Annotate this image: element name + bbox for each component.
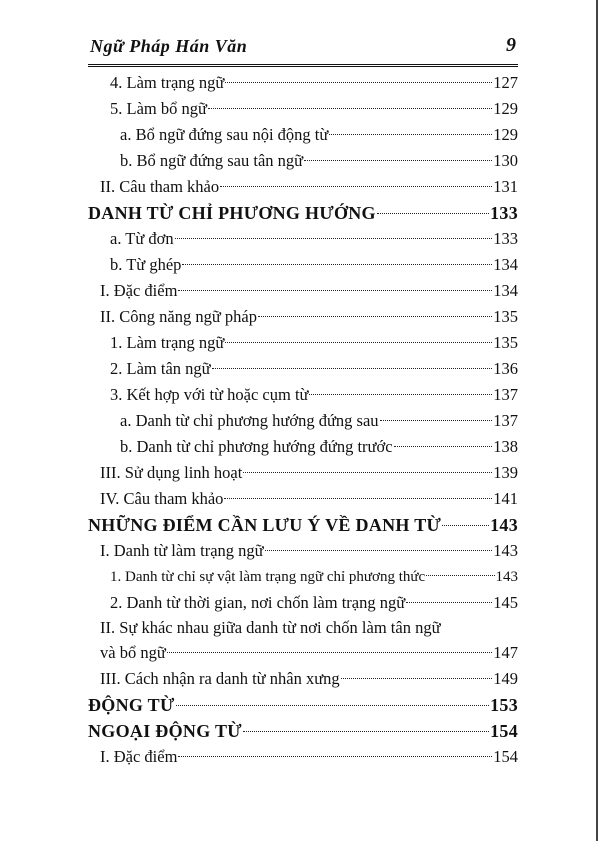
dot-leader	[406, 601, 492, 603]
toc-entry-text: NGOẠI ĐỘNG TỪ	[88, 721, 242, 741]
dot-leader	[167, 651, 492, 653]
book-title: Ngữ Pháp Hán Văn	[90, 36, 248, 56]
toc-entry	[88, 640, 518, 666]
toc-entry-page: 139	[493, 463, 518, 482]
dot-leader	[394, 445, 493, 447]
toc-entry	[88, 226, 518, 252]
toc-entry-text: 4. Làm trạng ngữ	[110, 73, 225, 92]
page-number: 9	[506, 34, 516, 56]
dot-leader	[341, 677, 493, 679]
toc-entry-page: 129	[493, 125, 518, 144]
toc-entry	[88, 538, 518, 564]
toc-entry	[88, 330, 518, 356]
toc-entry-text: 2. Danh từ thời gian, nơi chốn làm trạng ngữ	[110, 593, 406, 612]
toc-entry-page: 129	[493, 99, 518, 118]
toc-entry	[88, 408, 518, 434]
toc-entry-page: 143	[490, 515, 518, 535]
dot-leader	[377, 212, 489, 214]
toc-entry-text: a. Danh từ chỉ phương hướng đứng sau	[120, 411, 379, 430]
toc-entry	[88, 590, 518, 616]
toc-entry-page: 133	[490, 203, 518, 223]
toc-entry-text: NHỮNG ĐIỂM CẦN LƯU Ý VỀ DANH TỪ	[88, 515, 442, 535]
toc-entry-page: 131	[493, 177, 518, 196]
dot-leader	[258, 315, 492, 317]
toc-entry	[88, 460, 518, 486]
dot-leader	[442, 524, 489, 526]
dot-leader	[182, 263, 492, 265]
toc-entry-text: 3. Kết hợp với từ hoặc cụm từ	[110, 385, 309, 404]
toc-entry	[88, 434, 518, 460]
table-of-contents	[88, 70, 518, 770]
dot-leader	[208, 107, 492, 109]
toc-entry-page: 141	[493, 489, 518, 508]
dot-leader	[224, 497, 492, 499]
toc-entry	[88, 744, 518, 770]
dot-leader	[225, 341, 492, 343]
toc-entry	[88, 252, 518, 278]
toc-entry-text: a. Từ đơn	[110, 229, 174, 248]
dot-leader	[329, 133, 492, 135]
toc-entry	[88, 356, 518, 382]
running-header	[88, 30, 518, 67]
dot-leader	[265, 549, 493, 551]
toc-entry-page: 127	[493, 73, 518, 92]
toc-entry-text: a. Bổ ngữ đứng sau nội động từ	[120, 125, 329, 144]
dot-leader	[175, 237, 493, 239]
toc-entry	[88, 304, 518, 330]
toc-entry-text: 5. Làm bổ ngữ	[110, 99, 207, 118]
toc-entry	[88, 692, 518, 718]
dot-leader	[212, 367, 493, 369]
toc-entry	[88, 666, 518, 692]
toc-entry-page: 130	[493, 151, 518, 170]
toc-entry-page: 154	[490, 721, 518, 741]
toc-entry	[88, 718, 518, 744]
dot-leader	[426, 574, 494, 576]
toc-entry-page: 149	[493, 669, 518, 688]
toc-entry	[88, 70, 518, 96]
toc-entry-text: III. Cách nhận ra danh từ nhân xưng	[100, 669, 340, 688]
toc-entry-text: DANH TỪ CHỈ PHƯƠNG HƯỚNG	[88, 203, 376, 223]
toc-entry-text: II. Câu tham khảo	[100, 177, 220, 196]
dot-leader	[243, 730, 489, 732]
toc-entry-page: 138	[493, 437, 518, 456]
toc-entry-page: 154	[493, 747, 518, 766]
toc-entry	[88, 278, 518, 304]
toc-entry-text: II. Công năng ngữ pháp	[100, 307, 257, 326]
toc-entry-page: 135	[493, 307, 518, 326]
toc-entry-text: ĐỘNG TỪ	[88, 695, 175, 715]
toc-entry	[88, 200, 518, 226]
toc-entry-page: 134	[493, 255, 518, 274]
dot-leader	[309, 393, 492, 395]
toc-entry-text: III. Sử dụng linh hoạt	[100, 463, 243, 482]
dot-leader	[304, 159, 492, 161]
toc-entry-text: 1. Danh từ chỉ sự vật làm trạng ngữ chỉ phương thức	[110, 569, 426, 585]
toc-entry	[88, 512, 518, 538]
toc-entry	[88, 148, 518, 174]
toc-entry-text: 1. Làm trạng ngữ	[110, 333, 225, 352]
toc-entry	[88, 486, 518, 512]
toc-entry-page: 133	[493, 229, 518, 248]
dot-leader	[178, 289, 492, 291]
toc-entry-page: 147	[493, 643, 518, 662]
toc-entry-page: 143	[493, 541, 518, 560]
toc-entry-text: và bổ ngữ	[100, 643, 166, 662]
toc-entry-text: b. Bổ ngữ đứng sau tân ngữ	[120, 151, 304, 170]
toc-entry	[88, 382, 518, 408]
dot-leader	[220, 185, 492, 187]
dot-leader	[225, 81, 492, 83]
dot-leader	[380, 419, 493, 421]
toc-entry-text: I. Đặc điểm	[100, 747, 178, 766]
dot-leader	[243, 471, 492, 473]
toc-entry-text: I. Danh từ làm trạng ngữ	[100, 541, 264, 560]
toc-entry-page: 145	[493, 593, 518, 612]
toc-entry-page: 134	[493, 281, 518, 300]
toc-entry-page: 143	[495, 569, 518, 585]
dot-leader	[178, 755, 492, 757]
toc-entry	[88, 96, 518, 122]
toc-entry-page: 137	[493, 411, 518, 430]
toc-entry-text: b. Danh từ chỉ phương hướng đứng trước	[120, 437, 393, 456]
page-edge-line	[596, 0, 598, 841]
toc-entry-text: II. Sự khác nhau giữa danh từ nơi chốn làm tân ngữ	[100, 618, 441, 637]
toc-entry	[88, 122, 518, 148]
toc-entry	[88, 564, 518, 590]
toc-entry-page: 153	[490, 695, 518, 715]
toc-entry	[88, 174, 518, 200]
toc-entry-page: 137	[493, 385, 518, 404]
toc-entry-text: I. Đặc điểm	[100, 281, 178, 300]
toc-entry-text: b. Từ ghép	[110, 255, 182, 274]
toc-entry-page: 135	[493, 333, 518, 352]
toc-entry	[88, 616, 518, 640]
toc-entry-page: 136	[493, 359, 518, 378]
toc-entry-text: IV. Câu tham khảo	[100, 489, 224, 508]
toc-entry-text: 2. Làm tân ngữ	[110, 359, 211, 378]
dot-leader	[176, 704, 489, 706]
